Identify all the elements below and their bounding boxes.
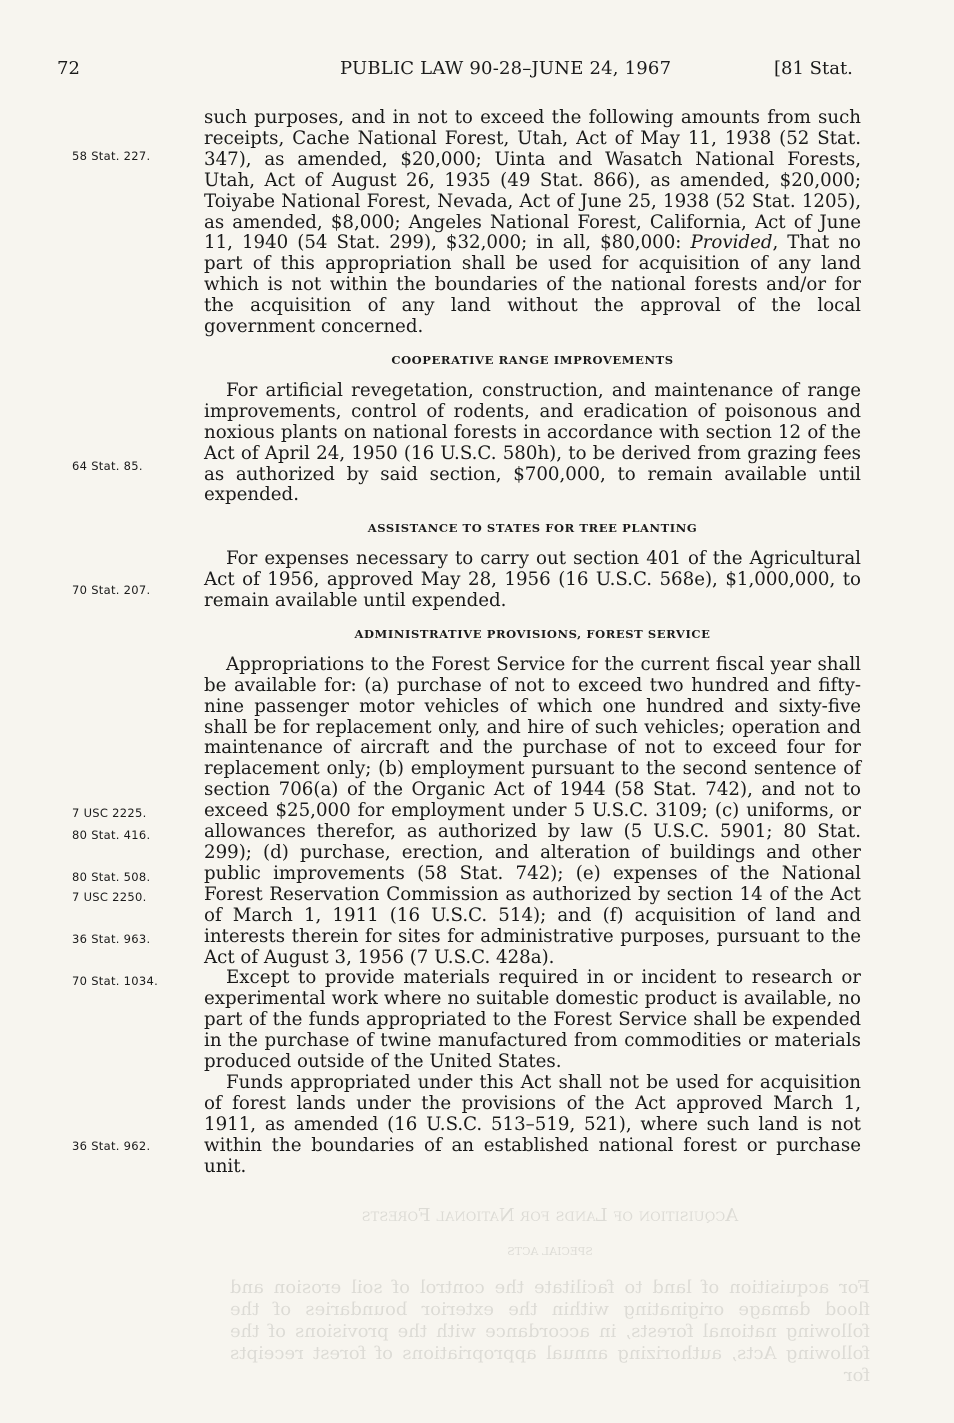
section-heading-tree-planting: ASSISTANCE TO STATES FOR TREE PLANTING [367,521,698,536]
margin-note: 80 Stat. 508. [72,870,151,884]
admin-paragraph-1: Appropriations to the Forest Service for the current fiscal year shall be available for: (a) purchase of not to exceed two hundred and fifty-nine passenger motor vehicles of which one hundred and sixty-five shall be for replacement only, and hire of such vehicles; operation and maintenance of aircraft and the purchase of not to exceed four for replacement only; (b) employment pursuant to the second sentence of section 706(a) of the Organic Act of 1944 (58 Stat. 742), and not to exceed $25,000 for employment under 5 U.S.C. 3109; (c) uniforms, or allowances therefor, as authorized by law (5 U.S.C. 5901; 80 Stat. 299); (d) purchase, erection, and alteration of buildings and other public improvements (58 Stat. 742); (e) expenses of the National Forest Reservation Commission as authorized by section 14 of the Act of March 1, 1911 (16 U.S.C. 514); and (f) acquisition of land and interests therein for sites for administrative purposes, pursuant to the Act of August 3, 1956 (7 U.S.C. 428a). [204,653,861,968]
margin-note: 70 Stat. 1034. [72,974,159,988]
admin-paragraph-2: Except to provide materials required in or incident to research or experimental work where no suitable domestic product is available, no part of the funds appropriated to the Forest Service shall be expended in the purchase of twine manufactured from commodities or materials produced outside of the United States. [204,967,861,1073]
margin-note: 7 USC 2250. [72,890,147,904]
tree-planting-paragraph: For expenses necessary to carry out section 401 of the Agricultural Act of 1956, approved May 28, 1956 (16 U.S.C. 568e), $1,000,000, to remain available until expended. [204,548,861,612]
margin-note: 36 Stat. 963. [72,932,151,946]
paragraph-text: such purposes, and in not to exceed the following amounts from such receipts, Cache National Forest, Utah, Act of May 11, 1938 (52 Stat. 347), as amended, $20,000; Uinta and Wasatch National Forests, Utah, Act of August 26, 1935 (49 Stat. 866), as amended, $20,000; Toiyabe National Forest, Nevada, Act of June 25, 1938 (52 Stat. 1205), as amended, $8,000; Angeles National Forest, California, Act of June 11, 1940 (54 Stat. 299), $32,000; in all, $80,000: [204,107,861,254]
statute-reference: [81 Stat. [774,58,853,79]
margin-note: 80 Stat. 416. [72,828,151,842]
page-header [0,58,954,88]
margin-note: 36 Stat. 962. [72,1139,151,1153]
range-paragraph: For artificial revegetation, construction, and maintenance of range improvements, control of rodents, and eradication of poisonous and noxious plants on national forests in accordance with section 12 of the Act of April 24, 1950 (16 U.S.C. 580h), to be derived from grazing fees as authorized by said section, $700,000, to remain available until expended. [204,379,861,506]
provided-italic: Provided [690,232,773,254]
bleed-through-heading: Acquisition of Lands for National Forests [361,1205,739,1226]
margin-note: 64 Stat. 85. [72,459,143,473]
page-number: 72 [57,58,80,79]
margin-note: 7 USC 2225. [72,806,147,820]
section-heading-range: COOPERATIVE RANGE IMPROVEMENTS [391,352,674,367]
bleed-through-paragraph: For acquisition of land to facilitate the control of soil erosion and flood damage originating within the exterior boundaries of the following national forests, in accordance with the provisions of the following Acts, authorizing annual appropriations of forest receipts for [230,1277,870,1385]
page-body [204,108,861,1178]
admin-paragraph-3: Funds appropriated under this Act shall not be used for acquisition of forest lands under the provisions of the Act approved March 1, 1911, as amended (16 U.S.C. 513–519, 521), where such land is not within the boundaries of an established national forest or purchase unit. [204,1071,861,1177]
running-title: PUBLIC LAW 90-28–JUNE 24, 1967 [340,58,672,79]
margin-note: 58 Stat. 227. [72,149,151,163]
paragraph-text-cont: , That no part of this appropriation shall be used for acquisition of any land which is not within the boundaries of the national forests and/or for the acquisition of any land without the approval of the local government concerned. [204,232,861,338]
bleed-through-subheading: SPECIAL ACTS [507,1245,593,1258]
section-heading-admin: ADMINISTRATIVE PROVISIONS, FOREST SERVICE [354,626,711,641]
bleed-through-text [230,1205,870,1385]
margin-note: 70 Stat. 207. [72,583,151,597]
opening-paragraph [204,108,861,338]
